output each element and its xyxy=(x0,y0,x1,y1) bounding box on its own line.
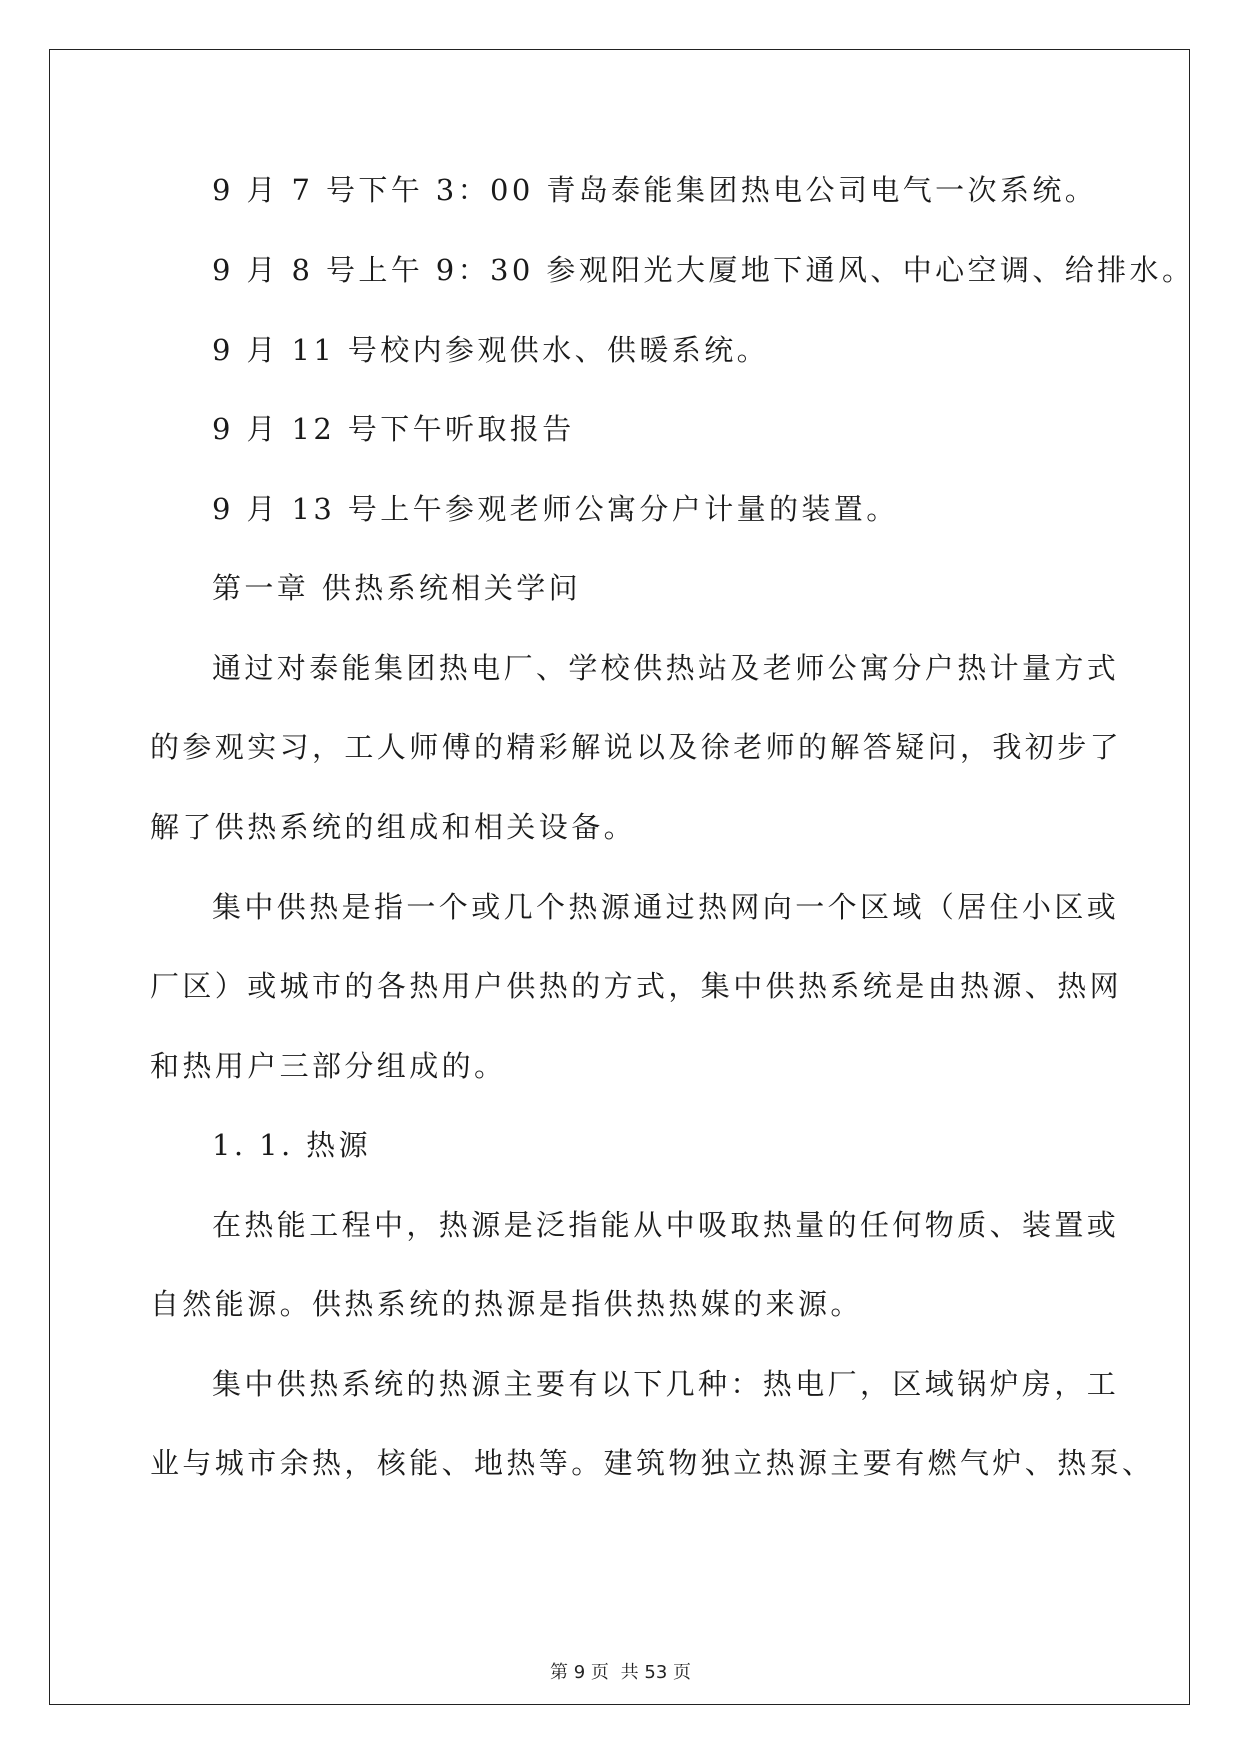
schedule-line-sep11: 9 月 11 号校内参观供水、供暖系统。 xyxy=(212,333,770,367)
paragraph-line: 厂区）或城市的各热用户供热的方式，集中供热系统是由热源、热网 xyxy=(150,969,1123,1003)
paragraph-line: 的参观实习，工人师傅的精彩解说以及徐老师的解答疑问，我初步了 xyxy=(150,730,1123,764)
schedule-line-sep13: 9 月 13 号上午参观老师公寓分户计量的装置。 xyxy=(212,492,899,526)
paragraph-line: 在热能工程中，热源是泛指能从中吸取热量的任何物质、装置或 xyxy=(212,1208,1120,1242)
section-heading: 1. 1. 热源 xyxy=(212,1128,371,1162)
paragraph-line: 自然能源。供热系统的热源是指供热热媒的来源。 xyxy=(150,1287,863,1321)
schedule-line-sep7: 9 月 7 号下午 3：00 青岛泰能集团热电公司电气一次系统。 xyxy=(212,173,1098,207)
paragraph-line: 和热用户三部分组成的。 xyxy=(150,1049,507,1083)
paragraph-line: 业与城市余热，核能、地热等。建筑物独立热源主要有燃气炉、热泵、 xyxy=(150,1446,1155,1480)
page-total: 共 53 页 xyxy=(620,1662,691,1683)
schedule-line-sep12: 9 月 12 号下午听取报告 xyxy=(212,412,575,446)
chapter-heading: 第一章 供热系统相关学问 xyxy=(212,571,582,605)
paragraph-line: 通过对泰能集团热电厂、学校供热站及老师公寓分户热计量方式 xyxy=(212,651,1120,685)
schedule-line-sep8: 9 月 8 号上午 9：30 参观阳光大厦地下通风、中心空调、给排水。 xyxy=(212,253,1195,287)
paragraph-line: 解了供热系统的组成和相关设备。 xyxy=(150,810,637,844)
paragraph-line: 集中供热是指一个或几个热源通过热网向一个区域（居住小区或 xyxy=(212,890,1120,924)
paragraph-line: 集中供热系统的热源主要有以下几种：热电厂，区域锅炉房，工 xyxy=(212,1367,1120,1401)
page-number: 第 9 页 xyxy=(550,1662,609,1683)
page-footer xyxy=(0,1658,1241,1684)
